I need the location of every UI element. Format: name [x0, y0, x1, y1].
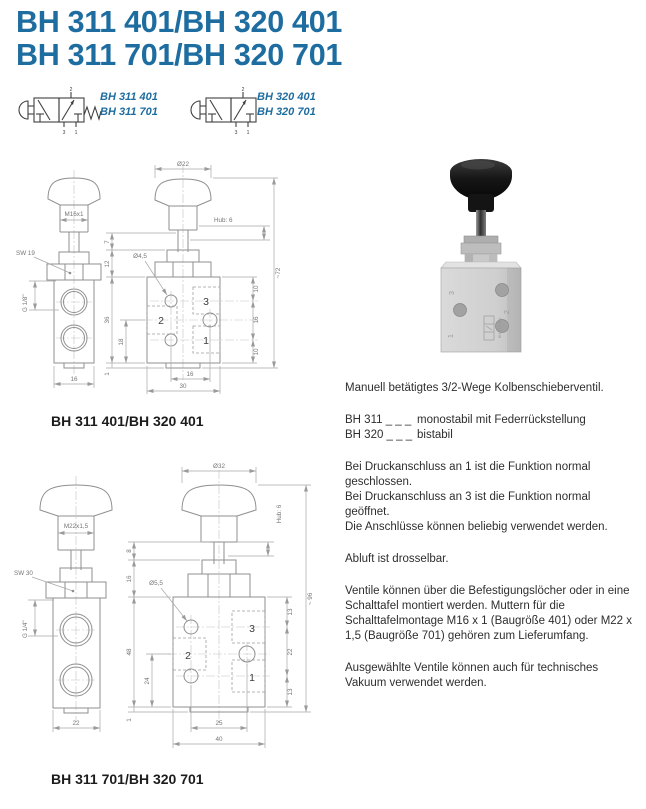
spring-icon: [84, 107, 101, 119]
port-number-3: 3: [249, 623, 255, 635]
dim-knob-dia: Ø22: [177, 161, 189, 168]
description-column: [345, 381, 638, 708]
exhaust-note: Abluft ist drosselbar.: [345, 553, 449, 565]
dim-width-front: 22: [72, 720, 80, 727]
center-lines: [56, 164, 258, 380]
dim-body-width: 30: [179, 383, 187, 390]
description-intro: Manuell betätigtes 3/2-Wege Kolbenschieberventil.: [345, 382, 604, 394]
vacuum-note: Ausgewählte Ventile können auch für technisches Vakuum verwendet werden.: [345, 662, 599, 689]
dim-36: 36: [104, 316, 111, 324]
symbol1-labels: [100, 90, 158, 120]
port-number-1: 1: [203, 335, 209, 347]
technical-drawing-size-401: [14, 152, 344, 402]
dim-10-top: 10: [253, 285, 260, 293]
body-marking-1: 1: [448, 334, 455, 338]
dimension-lines: [28, 467, 311, 748]
dim-7: 7: [104, 240, 111, 244]
valve-symbol-boxes: [19, 92, 101, 127]
model-desc: monostabil mit Federrückstellung: [417, 414, 586, 426]
function-paragraph: [345, 460, 638, 535]
mounting-paragraph: Ventile können über die Befestigungslöcher oder in eine Schalttafel montiert werden. Muttern für die Schalttafelmontage M16 x 1 (Baugröße 401) oder M22 x 1,5 (Baugröße 701) gehören zum Lieferumfang.: [345, 585, 633, 642]
dim-8: 8: [126, 549, 133, 553]
body-marking-2: 2: [504, 310, 511, 314]
function-line-3: Die Anschlüsse können beliebig verwendet werden.: [345, 521, 608, 533]
model-desc: bistabil: [417, 429, 453, 441]
valve-shaft: [476, 210, 486, 238]
port-number-3: 3: [203, 296, 209, 308]
dim-stroke: Hub: 6: [276, 504, 283, 524]
symbol2-label-line1: BH 320 401: [257, 91, 316, 103]
dim-12: 12: [104, 260, 111, 268]
leader-dot: [69, 272, 72, 275]
model-code: BH 311 _ _ _: [345, 414, 412, 426]
dim-total-height: ~ 96: [307, 592, 314, 606]
drawing2-caption: BH 311 701/BH 320 701: [51, 771, 204, 787]
valve-knob: [450, 159, 512, 212]
model-list: [345, 413, 638, 443]
push-button-icon: [191, 101, 200, 119]
dim-wrench: SW 30: [14, 570, 33, 577]
technical-drawing-size-701: [10, 452, 340, 762]
dim-16-right: 16: [253, 316, 260, 324]
dim-1: 1: [126, 718, 133, 722]
pneumatic-symbol-monostable: [10, 86, 105, 136]
symbol-port-1: 1: [74, 130, 78, 136]
dim-hole-spacing: 25: [215, 720, 223, 727]
page-title: [16, 6, 342, 72]
dim-width-front: 16: [70, 376, 78, 383]
dim-port-thread: G 1/8": [22, 294, 29, 312]
model-row: [345, 428, 638, 443]
model-code: BH 320 _ _ _: [345, 429, 413, 441]
port-number-1: 1: [249, 672, 255, 684]
valve-body: [441, 262, 521, 352]
body-port-hole: [496, 284, 509, 297]
symbol-port-3: 3: [62, 130, 66, 136]
drawing1-caption: BH 311 401/BH 320 401: [51, 413, 204, 429]
product-photo: [428, 150, 548, 360]
side-view-outline: [147, 179, 220, 368]
push-button-icon: [19, 101, 28, 119]
valve-symbol-boxes: [191, 92, 256, 127]
port-number-2: 2: [158, 315, 164, 327]
dim-wrench: SW 19: [16, 250, 35, 257]
dim-1: 1: [104, 372, 111, 376]
dim-hole-dia: Ø4,5: [133, 253, 147, 260]
symbol2-label-line2: BH 320 701: [257, 106, 316, 118]
dim-port-thread: G 1/4": [22, 620, 29, 638]
dim-18: 18: [118, 338, 125, 346]
page-title-line1: BH 311 401/BH 320 401: [16, 5, 343, 39]
body-marking-3: 3: [449, 291, 456, 295]
dim-13-bot: 13: [287, 688, 294, 696]
symbol2-labels: [257, 90, 316, 120]
mounting-nut: [461, 236, 501, 266]
symbol-port-2: 2: [241, 87, 245, 93]
body-port-hole: [454, 304, 467, 317]
symbol-port-2: 2: [69, 87, 73, 93]
symbol-port-1: 1: [246, 130, 250, 136]
function-line-2: Bei Druckanschluss an 3 ist die Funktion normal geöffnet.: [345, 491, 591, 518]
dim-22-right: 22: [287, 648, 294, 656]
body-print-text: BH 311 401: [497, 317, 502, 339]
dim-16: 16: [126, 575, 133, 583]
dim-thread: M16x1: [64, 211, 84, 218]
dim-10-bot: 10: [253, 348, 260, 356]
dim-hole-spacing: 16: [186, 371, 194, 378]
dim-24: 24: [144, 677, 151, 685]
model-row: [345, 413, 638, 428]
leader-dot: [72, 590, 75, 593]
dim-hole-dia: Ø5,5: [149, 580, 163, 587]
dim-stroke: Hub: 6: [214, 217, 233, 224]
dim-knob-dia: Ø32: [213, 463, 225, 470]
page-title-line2: BH 311 701/BH 320 701: [16, 38, 343, 72]
dim-48: 48: [126, 648, 133, 656]
dim-body-width: 40: [215, 736, 223, 743]
symbol-port-3: 3: [234, 130, 238, 136]
symbol1-label-line1: BH 311 401: [100, 91, 158, 103]
function-line-1: Bei Druckanschluss an 1 ist die Funktion normal geschlossen.: [345, 461, 591, 488]
dim-13-top: 13: [287, 608, 294, 616]
port-number-2: 2: [185, 650, 191, 662]
dim-total-height: ~72: [275, 267, 282, 279]
dim-thread: M22x1,5: [63, 523, 89, 530]
symbol1-label-line2: BH 311 701: [100, 106, 158, 118]
